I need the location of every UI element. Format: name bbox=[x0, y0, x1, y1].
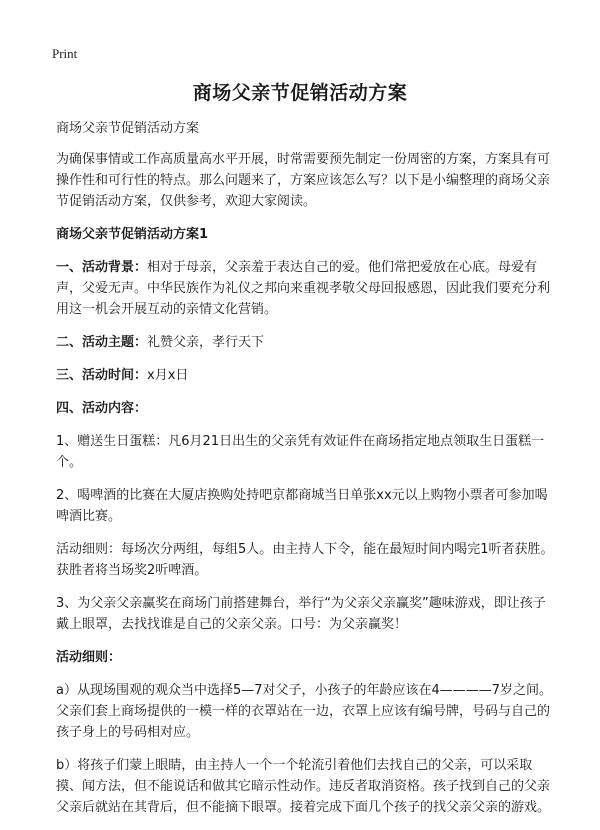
item-1-paragraph: 1、赠送生日蛋糕：凡6月21日出生的父亲凭有效证件在商场指定地点领取生日蛋糕一个。 bbox=[56, 434, 545, 470]
content-heading: 四、活动内容： bbox=[56, 401, 148, 416]
theme-paragraph bbox=[56, 332, 556, 353]
rule-b-paragraph: b）将孩子们蒙上眼睛，由主持人一个一个轮流引着他们去找自己的父亲，可以采取摸、闻方法，但不能说话和做其它暗示性动作。违反者取消资格。孩子找到自己的父亲父亲后就站在其背后，但不能摘下眼罩。接着完成下面几个孩子的找父亲父亲的游戏。 bbox=[56, 758, 551, 815]
section-heading: 商场父亲节促销活动方案1 bbox=[56, 227, 209, 242]
document-title: 商场父亲节促销活动方案 bbox=[192, 82, 408, 104]
time-text: x月x日 bbox=[147, 368, 189, 383]
document-subtitle: 商场父亲节促销活动方案 bbox=[56, 121, 200, 136]
theme-text: 礼赞父亲，孝行天下 bbox=[147, 335, 265, 350]
item-2-paragraph: 2、喝啤酒的比赛在大厦店换购处持吧京都商城当日单张xx元以上购物小票者可参加喝啤酒比赛。 bbox=[56, 488, 548, 524]
background-paragraph bbox=[56, 257, 556, 320]
item-3-paragraph: 3、为父亲父亲赢奖在商场门前搭建舞台，举行“为父亲父亲赢奖”趣味游戏，即让孩子戴上眼罩，去找找谁是自己的父亲父亲。口号：为父亲赢奖！ bbox=[56, 596, 546, 632]
item-2-rules-paragraph: 活动细则：每场次分两组，每组5人。由主持人下令，能在最短时间内喝完1听者获胜。获胜者将当场奖2听啤酒。 bbox=[56, 542, 554, 578]
background-lead: 一、活动背景： bbox=[56, 260, 148, 275]
time-lead: 三、活动时间： bbox=[56, 368, 148, 383]
rule-a-paragraph: a）从现场围观的观众当中选择5—7对父子，小孩子的年龄应该在4————7岁之间。父亲们套上商场提供的一模一样的衣罩站在一边，衣罩上应该有编号牌，号码与自己的孩子身上的号码相对应。 bbox=[56, 683, 553, 740]
document-body bbox=[56, 118, 556, 830]
theme-lead: 二、活动主题： bbox=[56, 335, 148, 350]
intro-paragraph: 为确保事情或工作高质量高水平开展，时常需要预先制定一份周密的方案，方案具有可操作性和可行性的特点。那么问题来了，方案应该怎么写？以下是小编整理的商场父亲节促销活动方案，仅供参考，欢迎大家阅读。 bbox=[56, 152, 551, 209]
time-paragraph bbox=[56, 365, 556, 386]
rules-heading: 活动细则： bbox=[56, 650, 122, 665]
print-label: Print bbox=[52, 46, 78, 61]
background-text: 相对于母亲，父亲羞于表达自己的爱。他们常把爱放在心底。母爱有声，父爱无声。中华民族作为礼仪之邦向来重视孝敬父母回报感恩，因此我们要充分利用这一机会开展互动的亲情文化营销。 bbox=[56, 260, 551, 317]
